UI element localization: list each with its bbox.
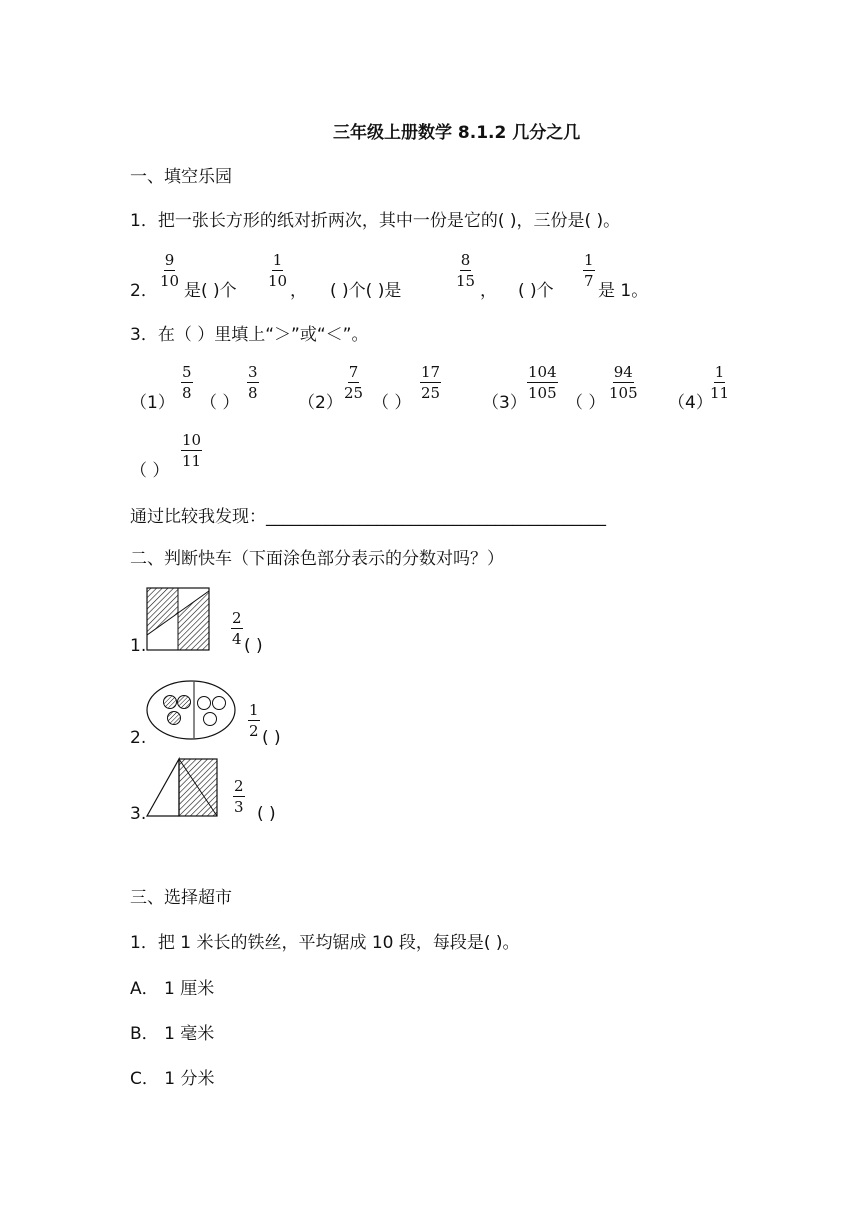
numerator: 104 [528, 363, 557, 381]
section-heading-fill: 一、填空乐园 [130, 167, 232, 187]
denominator: 7 [584, 272, 594, 290]
judge-blank: ( ) [257, 804, 276, 824]
question-text: 是( )个 [184, 281, 237, 301]
denominator: 10 [160, 272, 180, 290]
denominator: 25 [344, 384, 364, 402]
question-1-1: 1．把一张长方形的纸对折两次，其中一份是它的( )，三份是( )。 [130, 211, 621, 231]
denominator: 3 [234, 798, 244, 816]
fraction [583, 252, 595, 289]
fraction [268, 252, 287, 289]
numerator: 1 [584, 251, 594, 269]
option-c: C． 1 分米 [130, 1069, 215, 1089]
compare-blank: （ ） [566, 393, 606, 413]
denominator: 105 [609, 384, 638, 402]
numerator: 1 [249, 701, 259, 719]
numerator: 1 [272, 251, 283, 269]
numerator: 10 [182, 431, 202, 449]
question-1-2-number: 2． [130, 281, 158, 301]
figure-triangle-rectangle [146, 758, 220, 818]
question-text: ， [290, 281, 307, 301]
judge-item-number: 3. [130, 804, 147, 824]
fraction [233, 778, 245, 815]
compare-blank: （ ） [130, 461, 170, 481]
question-1-3: 3．在（ ）里填上“＞”或“＜”。 [130, 325, 369, 345]
denominator: 4 [232, 630, 242, 648]
denominator: 10 [268, 272, 288, 290]
judge-item-number: 1. [130, 636, 147, 656]
question-text: 是 1。 [598, 281, 649, 301]
figure-square-hatched [146, 587, 210, 651]
numerator: 2 [234, 777, 244, 795]
compare-blank: （ ） [200, 393, 240, 413]
section-heading-choice: 三、选择超市 [130, 888, 232, 908]
fraction [456, 252, 475, 289]
compare-label: （2） [298, 393, 343, 413]
fraction [248, 702, 260, 739]
fraction [160, 252, 179, 289]
fraction [609, 364, 638, 401]
numerator: 3 [248, 363, 258, 381]
fraction [527, 364, 558, 401]
question-text: ， [480, 281, 497, 301]
numerator: 17 [421, 363, 441, 381]
numerator: 8 [460, 251, 471, 269]
choice-question-1: 1．把 1 米长的铁丝，平均锯成 10 段，每段是( )。 [130, 933, 520, 953]
fraction [181, 432, 202, 469]
denominator: 11 [710, 384, 730, 402]
fraction [181, 364, 193, 401]
fraction [420, 364, 441, 401]
fraction [710, 364, 729, 401]
denominator: 15 [456, 272, 476, 290]
section-heading-judge: 二、判断快车（下面涂色部分表示的分数对吗？） [130, 549, 504, 569]
fraction [247, 364, 259, 401]
question-text: ( )个 [518, 281, 554, 301]
compare-label: （3） [482, 393, 527, 413]
denominator: 8 [248, 384, 258, 402]
numerator: 2 [232, 609, 242, 627]
fraction [344, 364, 363, 401]
compare-blank: （ ） [372, 393, 412, 413]
denominator: 105 [528, 384, 557, 402]
discovery-line: 通过比较我发现：________________________________________ [130, 507, 606, 527]
numerator: 7 [348, 363, 359, 381]
compare-label: （1） [130, 393, 175, 413]
figure-oval-circles [146, 679, 238, 741]
numerator: 94 [613, 363, 633, 381]
page-title: 三年级上册数学 8.1.2 几分之几 [333, 123, 581, 143]
denominator: 11 [182, 452, 202, 470]
compare-label: （4） [668, 393, 713, 413]
numerator: 5 [182, 363, 192, 381]
question-text: ( )个( )是 [330, 281, 402, 301]
option-a: A． 1 厘米 [130, 979, 215, 999]
numerator: 1 [714, 363, 725, 381]
numerator: 9 [164, 251, 175, 269]
denominator: 8 [182, 384, 192, 402]
judge-item-number: 2. [130, 728, 147, 748]
judge-blank: ( ) [244, 636, 263, 656]
denominator: 25 [421, 384, 441, 402]
fraction [231, 610, 243, 647]
judge-blank: ( ) [262, 728, 281, 748]
option-b: B． 1 毫米 [130, 1024, 215, 1044]
denominator: 2 [249, 722, 259, 740]
